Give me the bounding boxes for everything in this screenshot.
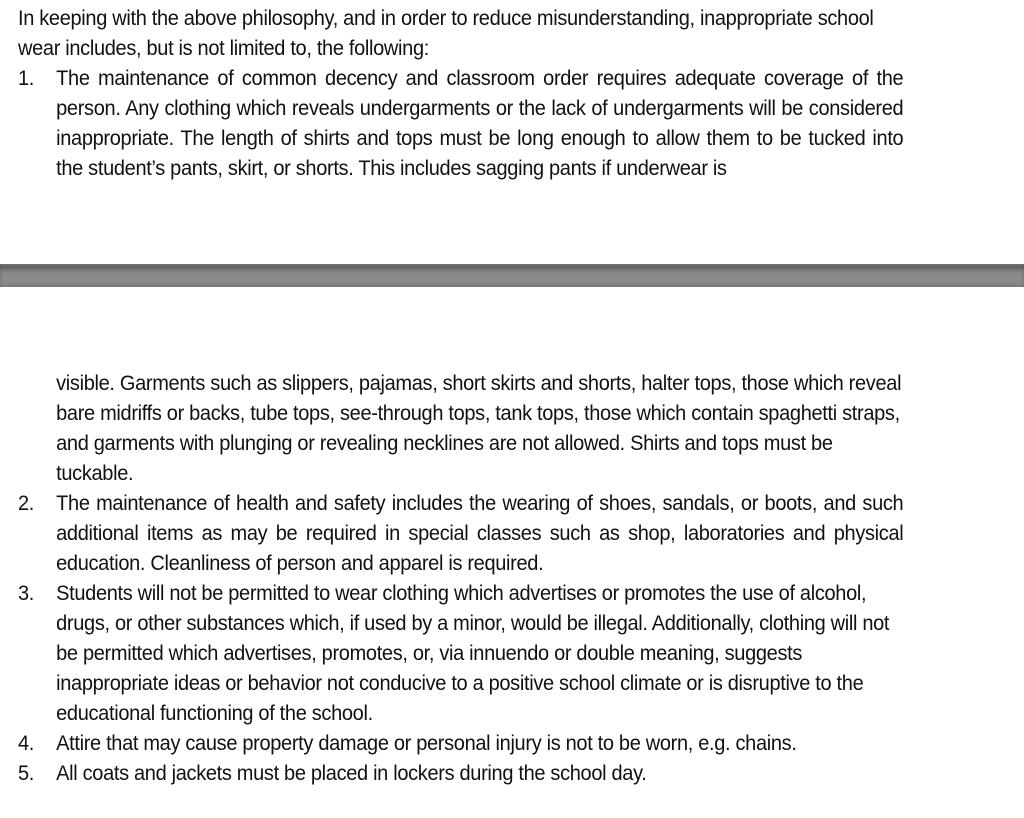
list-item-number: 2. [18,491,35,515]
page-top-text [18,3,903,183]
list-item-text: Students will not be permitted to wear clothing which advertises or promotes the use of alcohol, drugs, or other substances which, if used by a minor, would be illegal. Additionally, clothing will not be permitted which advertises, promotes, or, via innuendo or double meaning, suggests inappropriate ideas or behavior not conducive to a positive school climate or is disruptive to the educational functioning of the school. [56,581,890,725]
list-item-text: Attire that may cause property damage or personal injury is not to be worn, e.g. chains. [56,731,797,755]
list-item-text: The maintenance of health and safety includes the wearing of shoes, sandals, or boots, and such additional items as may be required in special classes such as shop, laboratories and physical education. Cleanliness of person and apparel is required. [56,491,904,575]
list-item-2 [18,488,903,578]
document-page-bottom [0,287,1024,818]
page-bottom-text [18,368,903,788]
list-item-4 [18,728,903,758]
list-item-text: visible. Garments such as slippers, pajamas, short skirts and shorts, halter tops, those which reveal bare midriffs or backs, tube tops, see-through tops, tank tops, those which contain spaghetti straps, and garments with plunging or revealing necklines are not allowed. Shirts and tops must be tuckable. [56,371,902,485]
list-item-3 [18,578,903,728]
document-page-top [0,0,1024,264]
list-item-number: 1. [18,66,35,90]
list-item-number: 4. [18,731,35,755]
list-item-text: The maintenance of common decency and classroom order requires adequate coverage of the person. Any clothing which reveals undergarments or the lack of undergarments will be considered inappropriate. The length of shirts and tops must be long enough to allow them to be tucked into the student’s pants, skirt, or shorts. This includes sagging pants if underwear is [56,66,904,180]
list-item-1 [18,63,903,183]
list-item-number: 3. [18,581,35,605]
list-item-5 [18,758,903,788]
page-separator [0,264,1024,287]
list-item-text: All coats and jackets must be placed in lockers during the school day. [56,761,647,785]
list-item-number: 5. [18,761,35,785]
intro-paragraph: In keeping with the above philosophy, and in order to reduce misunderstanding, inappropriate school wear includes, but is not limited to, the following: [18,6,874,60]
list-item-1-continuation [18,368,903,488]
